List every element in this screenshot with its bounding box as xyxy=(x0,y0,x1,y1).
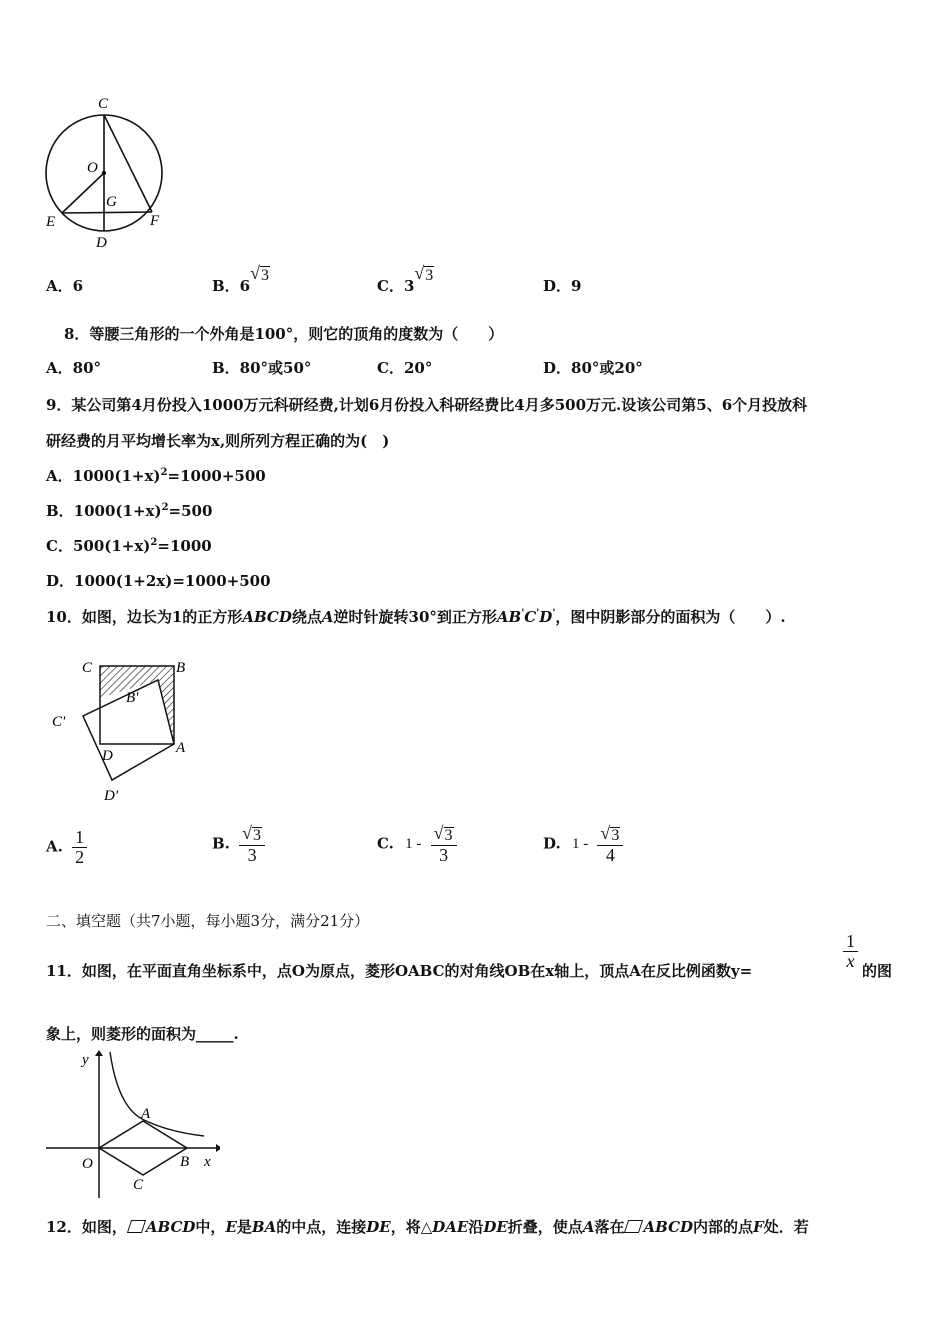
q8-option-a: A．80° xyxy=(46,359,102,377)
label-g: G xyxy=(106,194,117,210)
q9-option-c: C．$500(1+x)^2=1000$ xyxy=(46,537,212,555)
label-o: O xyxy=(87,160,98,176)
label-c-prime: C' xyxy=(52,714,66,730)
q9-option-b: B．$1000(1+x)^2=500$ xyxy=(46,502,213,520)
label-o: O xyxy=(82,1156,93,1172)
q10-option-c: C. 1 - √ 3 3 xyxy=(377,824,457,865)
q10-option-a: A. $\frac{1}{2}$ xyxy=(46,828,87,867)
label-a: A xyxy=(141,1106,151,1122)
q11-stem-line1: 11．如图，在平面直角坐标系中，点O为原点，菱形OABC的对角线OB在x轴上，顶点A在反比例函数y= xyxy=(46,962,753,980)
q10-option-d: D. 1 - √ 3 4 xyxy=(543,824,623,865)
q10-stem: 10．如图，边长为1的正方形ABCD绕点A逆时针旋转30°到正方形AB'C'D'，图中阴影部分的面积为（ ）. xyxy=(46,608,786,626)
q8-option-b: B．80°或50° xyxy=(212,359,312,377)
q7-option-c: C．3 √ 3 xyxy=(377,263,434,295)
label-d-prime: D' xyxy=(104,788,119,804)
q12-stem: 12．如图， ABCD中，E是BA的中点，连接DE，将△DAE沿DE折叠，使点A落在 ABCD内部的点F处．若 xyxy=(46,1218,809,1236)
label-d: D xyxy=(96,235,107,251)
q11-stem-line1-end: 的图 xyxy=(862,962,893,980)
q10-option-b: B. √ 3 3 xyxy=(212,824,265,865)
q9-stem-line1: 9．某公司第4月份投入1000万元科研经费,计划6月份投入科研经费比4月多500万元.设该公司第5、6个月投放科 xyxy=(46,396,808,414)
q11-fraction: $\frac{1}{x}$ xyxy=(843,932,858,971)
square-figure xyxy=(46,652,206,812)
label-e: E xyxy=(46,214,56,230)
q7-option-a: A．6 xyxy=(46,277,84,295)
label-b-prime: B' xyxy=(126,690,139,706)
q7-option-d: D．9 xyxy=(543,277,582,295)
label-d: D xyxy=(102,748,113,764)
fraction: √ 3 3 xyxy=(239,824,265,865)
q9-stem-line2: 研经费的月平均增长率为x,则所列方程正确的为( ) xyxy=(46,432,390,450)
q8-option-d: D．80°或20° xyxy=(543,359,643,377)
label-c: C xyxy=(133,1177,144,1193)
label-x: x xyxy=(204,1154,211,1170)
q9-option-d: D．1000(1+2x)=1000+500 xyxy=(46,572,271,590)
fraction: $\frac{1}{2}$ xyxy=(72,828,87,867)
fraction: √ 3 3 xyxy=(431,824,457,865)
label-b: B xyxy=(180,1154,190,1170)
label-c: C xyxy=(82,660,93,676)
label-c: C xyxy=(98,96,109,112)
q8-option-c: C．20° xyxy=(377,359,433,377)
axes-figure xyxy=(44,1048,220,1204)
label-y: y xyxy=(82,1052,89,1068)
q11-stem-line2: 象上，则菱形的面积为_____. xyxy=(46,1025,239,1043)
q8-stem: 8．等腰三角形的一个外角是100°，则它的顶角的度数为（ ） xyxy=(64,325,504,343)
q7-option-b: B．6 √ 3 xyxy=(212,263,270,295)
q9-option-a: A．$1000(1+x)^2=1000+500$ xyxy=(46,467,266,485)
label-b: B xyxy=(176,660,186,676)
fraction: √ 3 4 xyxy=(597,824,623,865)
label-a: A xyxy=(176,740,186,756)
section-title: 二、填空题（共7小题，每小题3分，满分21分） xyxy=(46,912,370,930)
circle-figure xyxy=(40,92,170,252)
sqrt-sign: √ 3 xyxy=(414,263,434,284)
sqrt-sign: √ 3 xyxy=(250,263,270,284)
parallelogram-icon xyxy=(624,1220,643,1233)
parallelogram-icon xyxy=(127,1220,146,1233)
label-f: F xyxy=(150,213,160,229)
